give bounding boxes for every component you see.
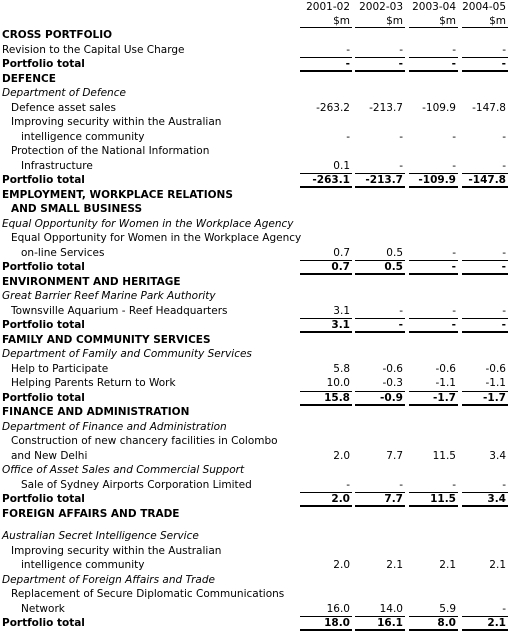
section-heading-row: [0, 275, 509, 290]
agency-name: Department of Finance and Administration: [2, 420, 227, 433]
subtotal-rule: [300, 260, 352, 261]
cell-value: 16.1: [377, 617, 403, 629]
row-label: Improving security within the Australian: [11, 116, 222, 128]
table-row: [0, 544, 509, 559]
agency-name: Equal Opportunity for Women in the Workplace Agency: [2, 217, 294, 230]
cell-value: -: [502, 43, 506, 56]
row-label: and New Delhi: [11, 449, 88, 462]
row-label: Portfolio total: [2, 319, 85, 331]
spacer-row: [0, 521, 509, 529]
cell-value: -: [452, 478, 456, 491]
cell-value: -: [452, 304, 456, 317]
cell-value: 3.1: [331, 319, 350, 331]
row-label: Portfolio total: [2, 261, 85, 273]
header-year-2001-02: 2001-02: [306, 1, 350, 13]
subtotal-rule: [355, 173, 405, 174]
agency-heading-row: [0, 86, 509, 101]
cell-value: -: [398, 319, 403, 331]
agency-heading-row: [0, 289, 509, 304]
cell-value: 0.1: [333, 159, 350, 172]
header-unit: $m: [439, 15, 456, 27]
cell-value: 0.5: [384, 261, 403, 273]
subtotal-rule: [355, 616, 405, 617]
table-row: [0, 246, 509, 261]
table-row: [0, 231, 509, 246]
agency-heading-row: [0, 347, 509, 362]
cell-value: 2.0: [333, 449, 350, 462]
cell-value: -: [345, 58, 350, 70]
cell-value: 11.5: [432, 449, 456, 462]
header-unit: $m: [489, 15, 506, 27]
row-label: Network: [21, 602, 65, 615]
cell-value: -: [452, 159, 456, 172]
row-label: Improving security within the Australian: [11, 544, 222, 557]
section-heading-row: [0, 405, 509, 420]
subtotal-rule: [300, 616, 352, 617]
row-label: Construction of new chancery facilities in Colombo: [11, 435, 278, 447]
row-label: Sale of Sydney Airports Corporation Limited: [21, 478, 252, 491]
cell-value: -: [502, 246, 506, 259]
cell-value: 14.0: [379, 602, 403, 615]
cell-value: -0.6: [485, 362, 506, 375]
agency-name: Great Barrier Reef Marine Park Authority: [2, 290, 216, 302]
section-heading-row: [0, 333, 509, 348]
cell-value: 8.0: [437, 617, 456, 629]
section-title: FAMILY AND COMMUNITY SERVICES: [2, 333, 211, 346]
agency-name: Department of Defence: [2, 87, 126, 99]
cell-value: -1.7: [433, 391, 456, 404]
section-heading-row: [0, 202, 509, 217]
row-label: Protection of the National Information: [11, 145, 210, 157]
agency-name: Office of Asset Sales and Commercial Support: [2, 464, 245, 476]
header-year-2003-04: 2003-04: [412, 1, 456, 13]
portfolio-total-row: [0, 173, 509, 188]
row-label: Portfolio total: [2, 58, 85, 70]
subtotal-rule: [462, 260, 508, 261]
cell-value: -: [502, 478, 506, 491]
subtotal-rule: [355, 492, 405, 493]
table-row: [0, 159, 509, 174]
cell-value: -: [452, 246, 456, 259]
section-heading-row: [0, 188, 509, 203]
section-heading-row: [0, 72, 509, 87]
cell-value: 10.0: [326, 377, 350, 389]
agency-name: Department of Family and Community Services: [2, 348, 252, 360]
cell-value: 0.7: [331, 261, 350, 273]
cell-value: -1.1: [435, 377, 456, 389]
table-row: [0, 130, 509, 145]
subtotal-rule: [300, 173, 352, 174]
table-row: [0, 602, 509, 617]
row-label: Replacement of Secure Diplomatic Communications: [11, 588, 285, 600]
cell-value: -0.6: [435, 362, 456, 375]
subtotal-rule: [300, 57, 352, 58]
cell-value: 2.1: [386, 559, 403, 571]
cell-value: -: [502, 602, 506, 615]
cell-value: -: [399, 304, 403, 317]
section-title: CROSS PORTFOLIO: [2, 29, 113, 41]
section-title: ENVIRONMENT AND HERITAGE: [2, 275, 181, 288]
agency-heading-row: [0, 463, 509, 478]
cell-value: 3.1: [333, 304, 350, 317]
subtotal-rule: [409, 57, 458, 58]
portfolio-total-row: [0, 318, 509, 333]
cell-value: 7.7: [384, 493, 403, 505]
cell-value: -: [399, 130, 403, 143]
cell-value: -109.9: [422, 101, 456, 114]
cell-value: -0.3: [382, 377, 403, 389]
cell-value: -: [452, 43, 456, 56]
subtotal-rule: [462, 57, 508, 58]
cell-value: -213.7: [365, 174, 403, 186]
cell-value: -: [452, 130, 456, 143]
cell-value: 11.5: [430, 493, 456, 505]
table-row: [0, 478, 509, 493]
section-title: EMPLOYMENT, WORKPLACE RELATIONS: [2, 188, 233, 201]
cell-value: -263.1: [312, 174, 350, 186]
cell-value: 5.9: [439, 602, 456, 615]
cell-value: -: [451, 58, 456, 70]
cell-value: -: [502, 159, 506, 172]
cell-value: -147.8: [472, 101, 506, 114]
table-row: [0, 43, 509, 58]
table-row: [0, 362, 509, 377]
cell-value: -: [398, 58, 403, 70]
section-heading-row: [0, 28, 509, 43]
subtotal-rule: [355, 57, 405, 58]
row-label: Portfolio total: [2, 617, 85, 629]
cell-value: 3.4: [487, 493, 506, 505]
row-label: Townsville Aquarium - Reef Headquarters: [11, 304, 228, 317]
subtotal-rule: [409, 492, 458, 493]
cell-value: 2.0: [331, 493, 350, 505]
header-row-years: [0, 0, 509, 14]
section-title: AND SMALL BUSINESS: [11, 203, 143, 215]
row-label: on-line Services: [21, 246, 105, 259]
header-unit: $m: [386, 15, 403, 27]
cell-value: 16.0: [326, 602, 350, 615]
portfolio-total-row: [0, 57, 509, 72]
cell-value: 2.1: [487, 617, 506, 629]
cell-value: -: [346, 43, 350, 56]
row-label: Infrastructure: [21, 159, 93, 172]
header-row-units: [0, 14, 509, 28]
subtotal-rule: [462, 492, 508, 493]
header-unit: $m: [333, 15, 350, 27]
cell-value: 15.8: [324, 391, 350, 404]
subtotal-rule: [409, 173, 458, 174]
cell-value: 3.4: [489, 449, 506, 462]
section-heading-row: [0, 507, 509, 522]
cell-value: -: [502, 304, 506, 317]
cell-value: -: [399, 478, 403, 491]
cell-value: 0.5: [386, 246, 403, 259]
table-row: [0, 101, 509, 116]
cell-value: -1.7: [483, 391, 506, 404]
portfolio-total-row: [0, 492, 509, 507]
subtotal-rule: [355, 391, 405, 392]
cell-value: 7.7: [386, 449, 403, 462]
row-label: Revision to the Capital Use Charge: [2, 43, 185, 56]
portfolio-total-row: [0, 391, 509, 406]
cell-value: 2.1: [489, 559, 506, 571]
cell-value: -147.8: [468, 174, 506, 186]
subtotal-rule: [462, 616, 508, 617]
agency-heading-row: [0, 217, 509, 232]
portfolio-total-row: [0, 260, 509, 275]
subtotal-rule: [409, 616, 458, 617]
table-row: [0, 304, 509, 319]
row-label: Portfolio total: [2, 391, 85, 404]
cell-value: -: [399, 159, 403, 172]
row-label: Helping Parents Return to Work: [11, 377, 176, 389]
cell-value: -: [346, 130, 350, 143]
table-body: [0, 28, 509, 631]
table-row: [0, 449, 509, 464]
subtotal-rule: [300, 318, 352, 319]
subtotal-rule: [409, 318, 458, 319]
subtotal-rule: [462, 318, 508, 319]
row-label: Portfolio total: [2, 493, 85, 505]
cell-value: 2.1: [439, 559, 456, 571]
cell-value: -: [502, 130, 506, 143]
table-row: [0, 587, 509, 602]
cell-value: -: [501, 58, 506, 70]
subtotal-rule: [409, 391, 458, 392]
table-row: [0, 376, 509, 391]
cell-value: -213.7: [369, 101, 403, 114]
portfolio-total-row: [0, 616, 509, 631]
agency-name: Australian Secret Intelligence Service: [2, 530, 199, 542]
cell-value: -0.6: [382, 362, 403, 375]
cell-value: -: [346, 478, 350, 491]
subtotal-rule: [300, 391, 352, 392]
row-label: Help to Participate: [11, 362, 109, 375]
table-row: [0, 144, 509, 159]
header-year-2004-05: 2004-05: [462, 1, 506, 13]
subtotal-rule: [300, 492, 352, 493]
table-row: [0, 558, 509, 573]
row-label: intelligence community: [21, 130, 145, 143]
subtotal-rule: [355, 260, 405, 261]
table-row: [0, 434, 509, 449]
section-title: FOREIGN AFFAIRS AND TRADE: [2, 507, 180, 520]
section-title: DEFENCE: [2, 72, 56, 85]
cell-value: -: [501, 261, 506, 273]
cell-value: -: [451, 261, 456, 273]
cell-value: 0.7: [333, 246, 350, 259]
table-row: [0, 115, 509, 130]
cell-value: -: [399, 43, 403, 56]
cell-value: -1.1: [485, 377, 506, 389]
agency-name: Department of Foreign Affairs and Trade: [2, 573, 215, 586]
section-title: FINANCE AND ADMINISTRATION: [2, 406, 190, 418]
row-label: Equal Opportunity for Women in the Workplace Agency: [11, 232, 302, 244]
subtotal-rule: [462, 173, 508, 174]
cell-value: 5.8: [333, 362, 350, 375]
agency-heading-row: [0, 573, 509, 588]
cell-value: -: [501, 319, 506, 331]
row-label: intelligence community: [21, 559, 145, 571]
cell-value: 18.0: [324, 617, 350, 629]
cell-value: -109.9: [418, 174, 456, 186]
subtotal-rule: [355, 318, 405, 319]
header-year-2002-03: 2002-03: [359, 1, 403, 13]
subtotal-rule: [462, 391, 508, 392]
subtotal-rule: [409, 260, 458, 261]
cell-value: -0.9: [380, 391, 403, 404]
agency-heading-row: [0, 529, 509, 544]
cell-value: 2.0: [333, 559, 350, 571]
row-label: Portfolio total: [2, 174, 85, 186]
agency-heading-row: [0, 420, 509, 435]
cell-value: -: [451, 319, 456, 331]
row-label: Defence asset sales: [11, 101, 116, 114]
cell-value: -263.2: [316, 101, 350, 114]
